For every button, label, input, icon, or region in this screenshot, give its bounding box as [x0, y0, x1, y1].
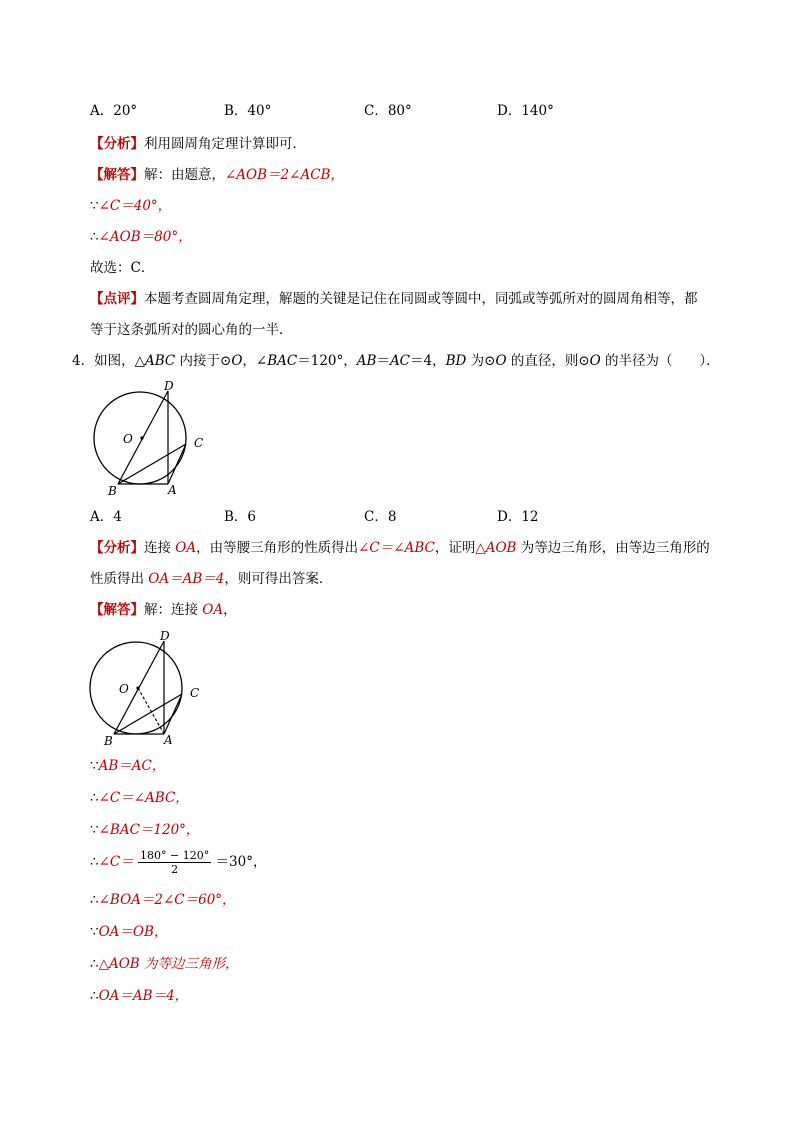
q4-analysis-line1: 【分析】连接 OA，由等腰三角形的性质得出∠C＝∠ABC，证明△AOB 为等边三角形，由等边三角形的 — [90, 540, 710, 556]
q4-figure-solution — [86, 626, 216, 751]
label-o: O — [123, 432, 133, 446]
q4-step-2: ∴∠C＝∠ABC， — [90, 790, 189, 806]
label-c: C — [190, 686, 200, 700]
q4-step-1: ∵AB＝AC， — [90, 758, 166, 774]
q3-step-2: ∴∠AOB＝80°， — [90, 229, 192, 245]
q4-option-c: C．8 — [364, 509, 397, 525]
q3-answer: 【解答】解：由题意，∠AOB＝2∠ACB， — [90, 167, 344, 183]
circle-o — [94, 392, 186, 484]
center-point — [140, 436, 143, 439]
center-point — [136, 686, 139, 689]
q4-option-a: A．4 — [90, 509, 122, 525]
label-d: D — [164, 379, 174, 393]
q4-step-3: ∵∠BAC＝120°， — [90, 822, 200, 838]
q3-comment-line2: 等于这条弧所对的圆心角的一半． — [90, 322, 293, 338]
q4-step-6: ∴△AOB 为等边三角形， — [90, 956, 239, 972]
label-b: B — [108, 484, 117, 498]
q3-option-c: C．80° — [364, 103, 412, 119]
q4-stem: 4．如图，△ABC 内接于⊙O，∠BAC＝120°，AB＝AC＝4，BD 为⊙O 的直径，则⊙O 的半径为（ ）． — [72, 353, 720, 369]
fraction: $\frac{180^\circ - 120^\circ}{2}$ — [140, 849, 210, 876]
label-c: C — [194, 436, 204, 450]
q4-step-7: ∴OA＝AB＝4， — [90, 988, 189, 1004]
q4-figure-circle — [90, 376, 220, 501]
q4-option-d: D．12 — [497, 509, 539, 525]
q4-step-5: ∵OA＝OB， — [90, 924, 168, 940]
label-o: O — [119, 682, 129, 696]
circle-o — [90, 642, 182, 734]
label-d: D — [160, 629, 170, 643]
q4-step-fraction: ∴∠C＝ $\frac{180^\circ - 120^\circ}{2}$ ＝30°， — [90, 849, 267, 876]
q3-option-b: B．40° — [224, 103, 272, 119]
q3-analysis: 【分析】利用圆周角定理计算即可． — [90, 136, 306, 152]
q3-option-a: A．20° — [90, 103, 138, 119]
label-b: B — [104, 734, 113, 748]
q4-analysis-line2: 性质得出 OA＝AB＝4，则可得出答案． — [90, 571, 333, 587]
q3-choice: 故选：C． — [90, 260, 155, 276]
q4-step-4: ∴∠BOA＝2∠C＝60°， — [90, 892, 236, 908]
q4-option-b: B．6 — [224, 509, 257, 525]
segment-ac — [168, 444, 186, 484]
label-a: A — [168, 483, 177, 497]
label-a: A — [164, 733, 173, 747]
q3-comment-line1: 【点评】本题考查圆周角定理，解题的关键是记住在同圆或等圆中，同弧或等弧所对的圆周角相等，都 — [90, 291, 698, 307]
q3-option-d: D．140° — [497, 103, 554, 119]
segment-ac — [164, 694, 182, 734]
q4-answer: 【解答】解：连接 OA， — [90, 602, 237, 618]
q3-step-1: ∵∠C＝40°， — [90, 198, 172, 214]
